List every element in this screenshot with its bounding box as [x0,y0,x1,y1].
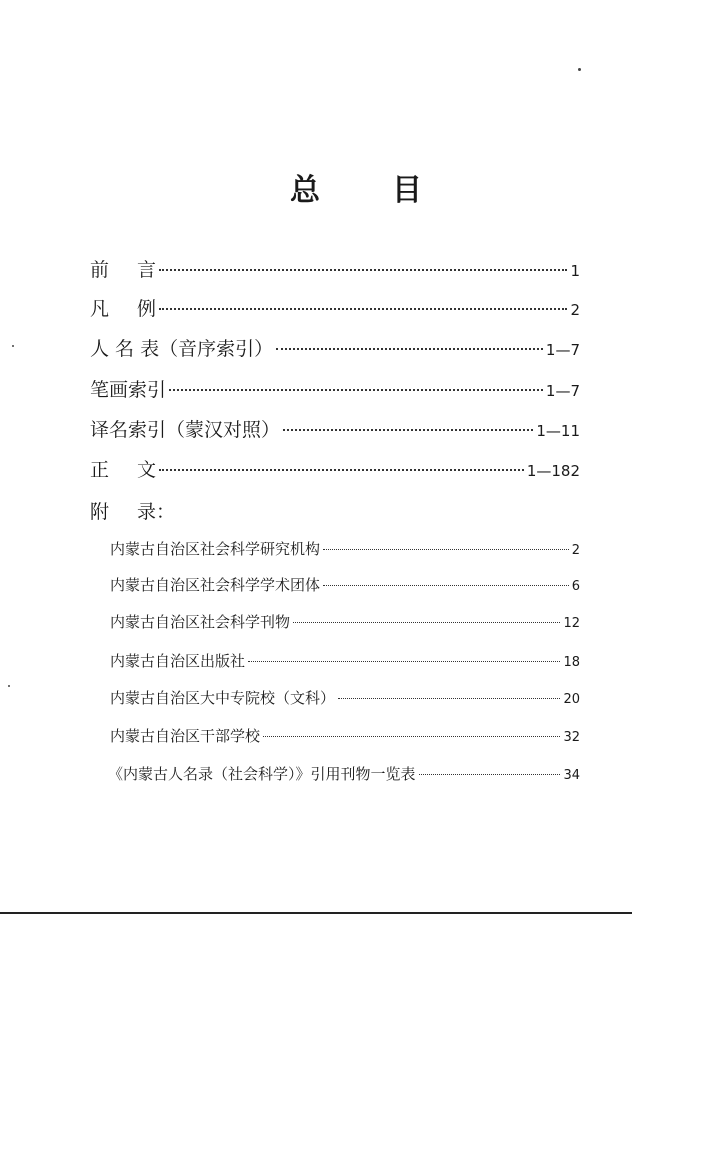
dot-leader [248,661,560,662]
appendix-item-page: 32 [563,730,580,745]
dot-leader [276,348,543,350]
toc-entry-label: 人 名 表（音序索引） [90,338,274,360]
toc-entry-label: 笔画索引 [90,379,167,401]
toc-entry-page: 1—7 [545,382,580,400]
dot-leader [338,698,560,699]
appendix-item[interactable] [110,687,580,708]
scan-speck [578,68,581,71]
toc-entry-name-list[interactable] [90,334,580,361]
appendix-item-page: 12 [563,616,580,631]
toc-entry-page: 1 [570,262,580,280]
dot-leader [293,622,560,623]
appendix-item-label: 内蒙古自治区出版社 [110,652,246,670]
scan-speck [12,345,14,347]
appendix-item-page: 2 [571,543,580,558]
dot-leader [323,549,569,550]
appendix-item[interactable] [108,763,580,784]
toc-entry-label: 译名索引（蒙汉对照） [90,419,281,441]
toc-entry-translation-index[interactable] [90,415,580,442]
appendix-item-label: 内蒙古自治区大中专院校（文科） [110,689,336,707]
toc-entry-page: 1—182 [526,462,580,480]
title-right-char: 目 [392,173,424,208]
toc-entry-page: 2 [570,301,580,319]
toc-entry-label: 正 文 [90,459,157,481]
toc-entry-main-text[interactable] [90,455,580,482]
dot-leader [159,469,524,471]
toc-entry-stroke-index[interactable] [90,375,580,402]
appendix-item-label: 内蒙古自治区干部学校 [110,727,261,745]
toc-entry-label: 凡 例 [90,298,157,320]
dot-leader [323,585,569,586]
appendix-item[interactable] [110,725,580,746]
appendix-item-page: 34 [563,768,580,783]
appendix-item[interactable] [110,650,580,671]
appendix-item-label: 内蒙古自治区社会科学刊物 [110,613,291,631]
scan-speck [8,685,10,687]
appendix-item-page: 6 [571,579,580,594]
appendix-item-page: 18 [563,655,580,670]
appendix-item[interactable] [110,574,580,595]
dot-leader [159,269,567,271]
appendix-item-label: 《内蒙古人名录（社会科学）》引用刊物一览表 [108,765,416,783]
title-left-char: 总 [290,173,322,208]
appendix-item-label: 内蒙古自治区社会科学研究机构 [110,540,321,558]
toc-entry-page: 1—7 [545,341,580,359]
dot-leader [283,429,533,431]
dot-leader [263,736,560,737]
appendix-heading: 附 录： [90,501,176,523]
dot-leader [169,389,543,391]
appendix-item-page: 20 [563,692,580,707]
toc-entry-preface[interactable] [90,255,580,282]
appendix-item-label: 内蒙古自治区社会科学学术团体 [110,576,321,594]
dot-leader [419,774,561,775]
dot-leader [159,308,567,310]
appendix-item[interactable] [110,538,580,559]
toc-entry-guide[interactable] [90,294,580,321]
toc-entry-page: 1—11 [536,422,580,440]
appendix-item[interactable] [110,611,580,632]
toc-entry-label: 前 言 [90,259,157,281]
horizontal-rule [0,912,632,914]
